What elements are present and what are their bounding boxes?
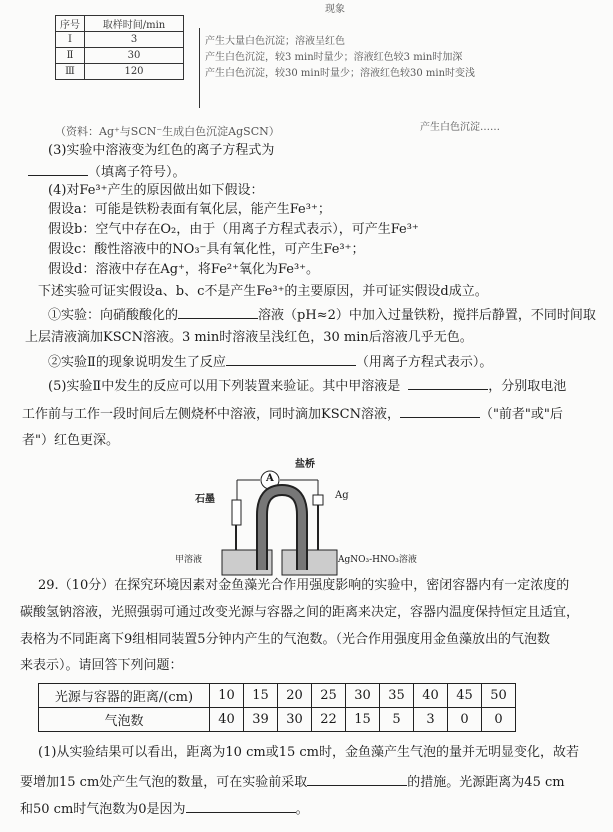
table-cell: 40 [210, 708, 244, 732]
table-header: 序号 [56, 16, 85, 32]
table-divider [199, 28, 200, 108]
sampling-table [55, 15, 184, 80]
observation-1: 产生大量白色沉淀；溶液呈红色 [205, 36, 345, 47]
table-cell: 30 [85, 48, 184, 64]
part5-line2 [22, 405, 563, 423]
table-cell: 20 [278, 684, 312, 708]
table-cell: 30 [278, 708, 312, 732]
exp1-text: ①实验：向硝酸酸化的 [48, 308, 179, 323]
right-note: 产生白色沉淀…… [420, 122, 500, 133]
left-solution-label: 甲溶液 [175, 555, 203, 565]
part5-line1 [48, 377, 566, 395]
answer-blank[interactable] [178, 306, 258, 319]
part3-answer-line [28, 163, 186, 181]
exp2-text: ②实验Ⅱ的现象说明发生了反应 [48, 355, 226, 370]
row-header: 光源与容器的距离/(cm) [39, 684, 210, 708]
table-row [56, 16, 184, 32]
part3-suffix: （填离子符号）。 [88, 165, 186, 180]
table-cell: 5 [380, 708, 414, 732]
table-cell: Ⅲ [56, 64, 85, 80]
hypothesis-d: 假设d：溶液中存在Ag⁺，将Fe²⁺氧化为Fe³⁺。 [48, 262, 320, 277]
graphite-label: 石墨 [195, 494, 215, 505]
q29-line1: 29.（10分）在探究环境因素对金鱼藻光合作用强度影响的实验中，密闭容器内有一定浓度的 [38, 578, 570, 593]
part5-text-4: （"前者"或"后 [479, 407, 563, 422]
table-cell: 30 [346, 684, 380, 708]
answer-blank[interactable] [307, 773, 407, 786]
table-row [56, 32, 184, 48]
table-cell: 15 [346, 708, 380, 732]
table-cell: 50 [482, 684, 516, 708]
answer-blank[interactable] [186, 800, 296, 813]
table-row [56, 48, 184, 64]
experiment-2 [48, 353, 492, 371]
part5-line3: 者"）红色更深。 [22, 433, 119, 448]
proof-statement: 下述实验可证实假设a、b、c不是产生Fe³⁺的主要原因，并可证实假设d成立。 [38, 284, 488, 299]
q29-p1-line3 [20, 800, 309, 818]
table-cell: 40 [414, 684, 448, 708]
answer-blank[interactable] [408, 377, 488, 390]
table-row [39, 684, 516, 708]
q29-line4: 来表示）。请回答下列问题： [20, 658, 183, 673]
q29-line2: 碳酸氢钠溶液，光照强弱可通过改变光源与容器之间的距离来决定，容器内温度保持恒定且适宜， [20, 605, 580, 620]
table-cell: 45 [448, 684, 482, 708]
table-header: 取样时间/min [85, 16, 184, 32]
answer-blank[interactable] [226, 353, 356, 366]
observation-2: 产生白色沉淀，较3 min时量少；溶液红色较3 min时加深 [205, 52, 463, 63]
exp1-text-2: 溶液（pH≈2）中加入过量铁粉，搅拌后静置，不同时间取 [258, 308, 596, 323]
table-cell: 3 [85, 32, 184, 48]
table-cell: 22 [312, 708, 346, 732]
table-cell: 0 [448, 708, 482, 732]
row-header: 气泡数 [39, 708, 210, 732]
hypothesis-b: 假设b：空气中存在O₂，由于（用离子方程式表示），可产生Fe³⁺ [48, 222, 419, 237]
exp2-suffix: （用离子方程式表示）。 [355, 355, 493, 370]
q29-p1-line2 [20, 773, 565, 791]
part5-text-2: ，分别取电池 [488, 379, 567, 394]
table-cell: 10 [210, 684, 244, 708]
table-cell: 0 [482, 708, 516, 732]
right-solution-label: AgNO₃-HNO₃溶液 [338, 555, 417, 565]
galvanic-cell-diagram [150, 460, 450, 580]
table-cell: 15 [244, 684, 278, 708]
part5-text-3: 工作前与工作一段时间后左侧烧杯中溶液，同时滴加KSCN溶液， [22, 407, 400, 422]
p1-text: 要增加15 cm处产生气泡的数量，可在实验前采取 [20, 775, 308, 790]
obs-column-label: 现象 [325, 4, 345, 15]
hypothesis-a: 假设a：可能是铁粉表面有氧化层，能产生Fe³⁺； [48, 202, 331, 217]
resource-note: （资料：Ag⁺与SCN⁻生成白色沉淀AgSCN） [55, 125, 280, 138]
table-row [56, 64, 184, 80]
p1-text-3: 和50 cm时气泡数为0是因为 [20, 802, 186, 817]
silver-label: Ag [335, 490, 349, 501]
ammeter-label: A [266, 473, 274, 484]
part3-text: (3)实验中溶液变为红色的离子方程式为 [48, 143, 275, 158]
p1-text-4: 。 [295, 802, 309, 817]
table-cell: 3 [414, 708, 448, 732]
experiment-1 [48, 306, 596, 324]
table-cell: 39 [244, 708, 278, 732]
bubble-count-table [38, 683, 516, 732]
q29-line3: 表格为不同距离下9组相同装置5分钟内产生的气泡数。（光合作用强度用金鱼藻放出的气泡数 [20, 632, 551, 647]
table-cell: 120 [85, 64, 184, 80]
table-cell: 35 [380, 684, 414, 708]
table-cell: Ⅰ [56, 32, 85, 48]
table-row [39, 708, 516, 732]
q29-p1-line1: (1)从实验结果可以看出，距离为10 cm或15 cm时，金鱼藻产生气泡的量并无明显变化，故若 [38, 745, 579, 760]
experiment-1-result: 上层清液滴加KSCN溶液。3 min时溶液呈浅红色，30 min后溶液几乎无色。 [25, 330, 473, 345]
answer-blank[interactable] [28, 163, 88, 176]
answer-blank[interactable] [400, 405, 480, 418]
table-cell: 25 [312, 684, 346, 708]
observation-3: 产生白色沉淀，较30 min时量少；溶液红色较30 min时变浅 [205, 68, 476, 79]
p1-text-2: 的措施。光源距离为45 cm [407, 775, 565, 790]
hypothesis-c: 假设c：酸性溶液中的NO₃⁻具有氧化性，可产生Fe³⁺； [48, 242, 365, 257]
part5-text: (5)实验Ⅱ中发生的反应可以用下列装置来验证。其中甲溶液是 [48, 379, 401, 394]
table-cell: Ⅱ [56, 48, 85, 64]
part4-text: (4)对Fe³⁺产生的原因做出如下假设： [48, 183, 264, 198]
salt-bridge-label: 盐桥 [295, 459, 315, 470]
